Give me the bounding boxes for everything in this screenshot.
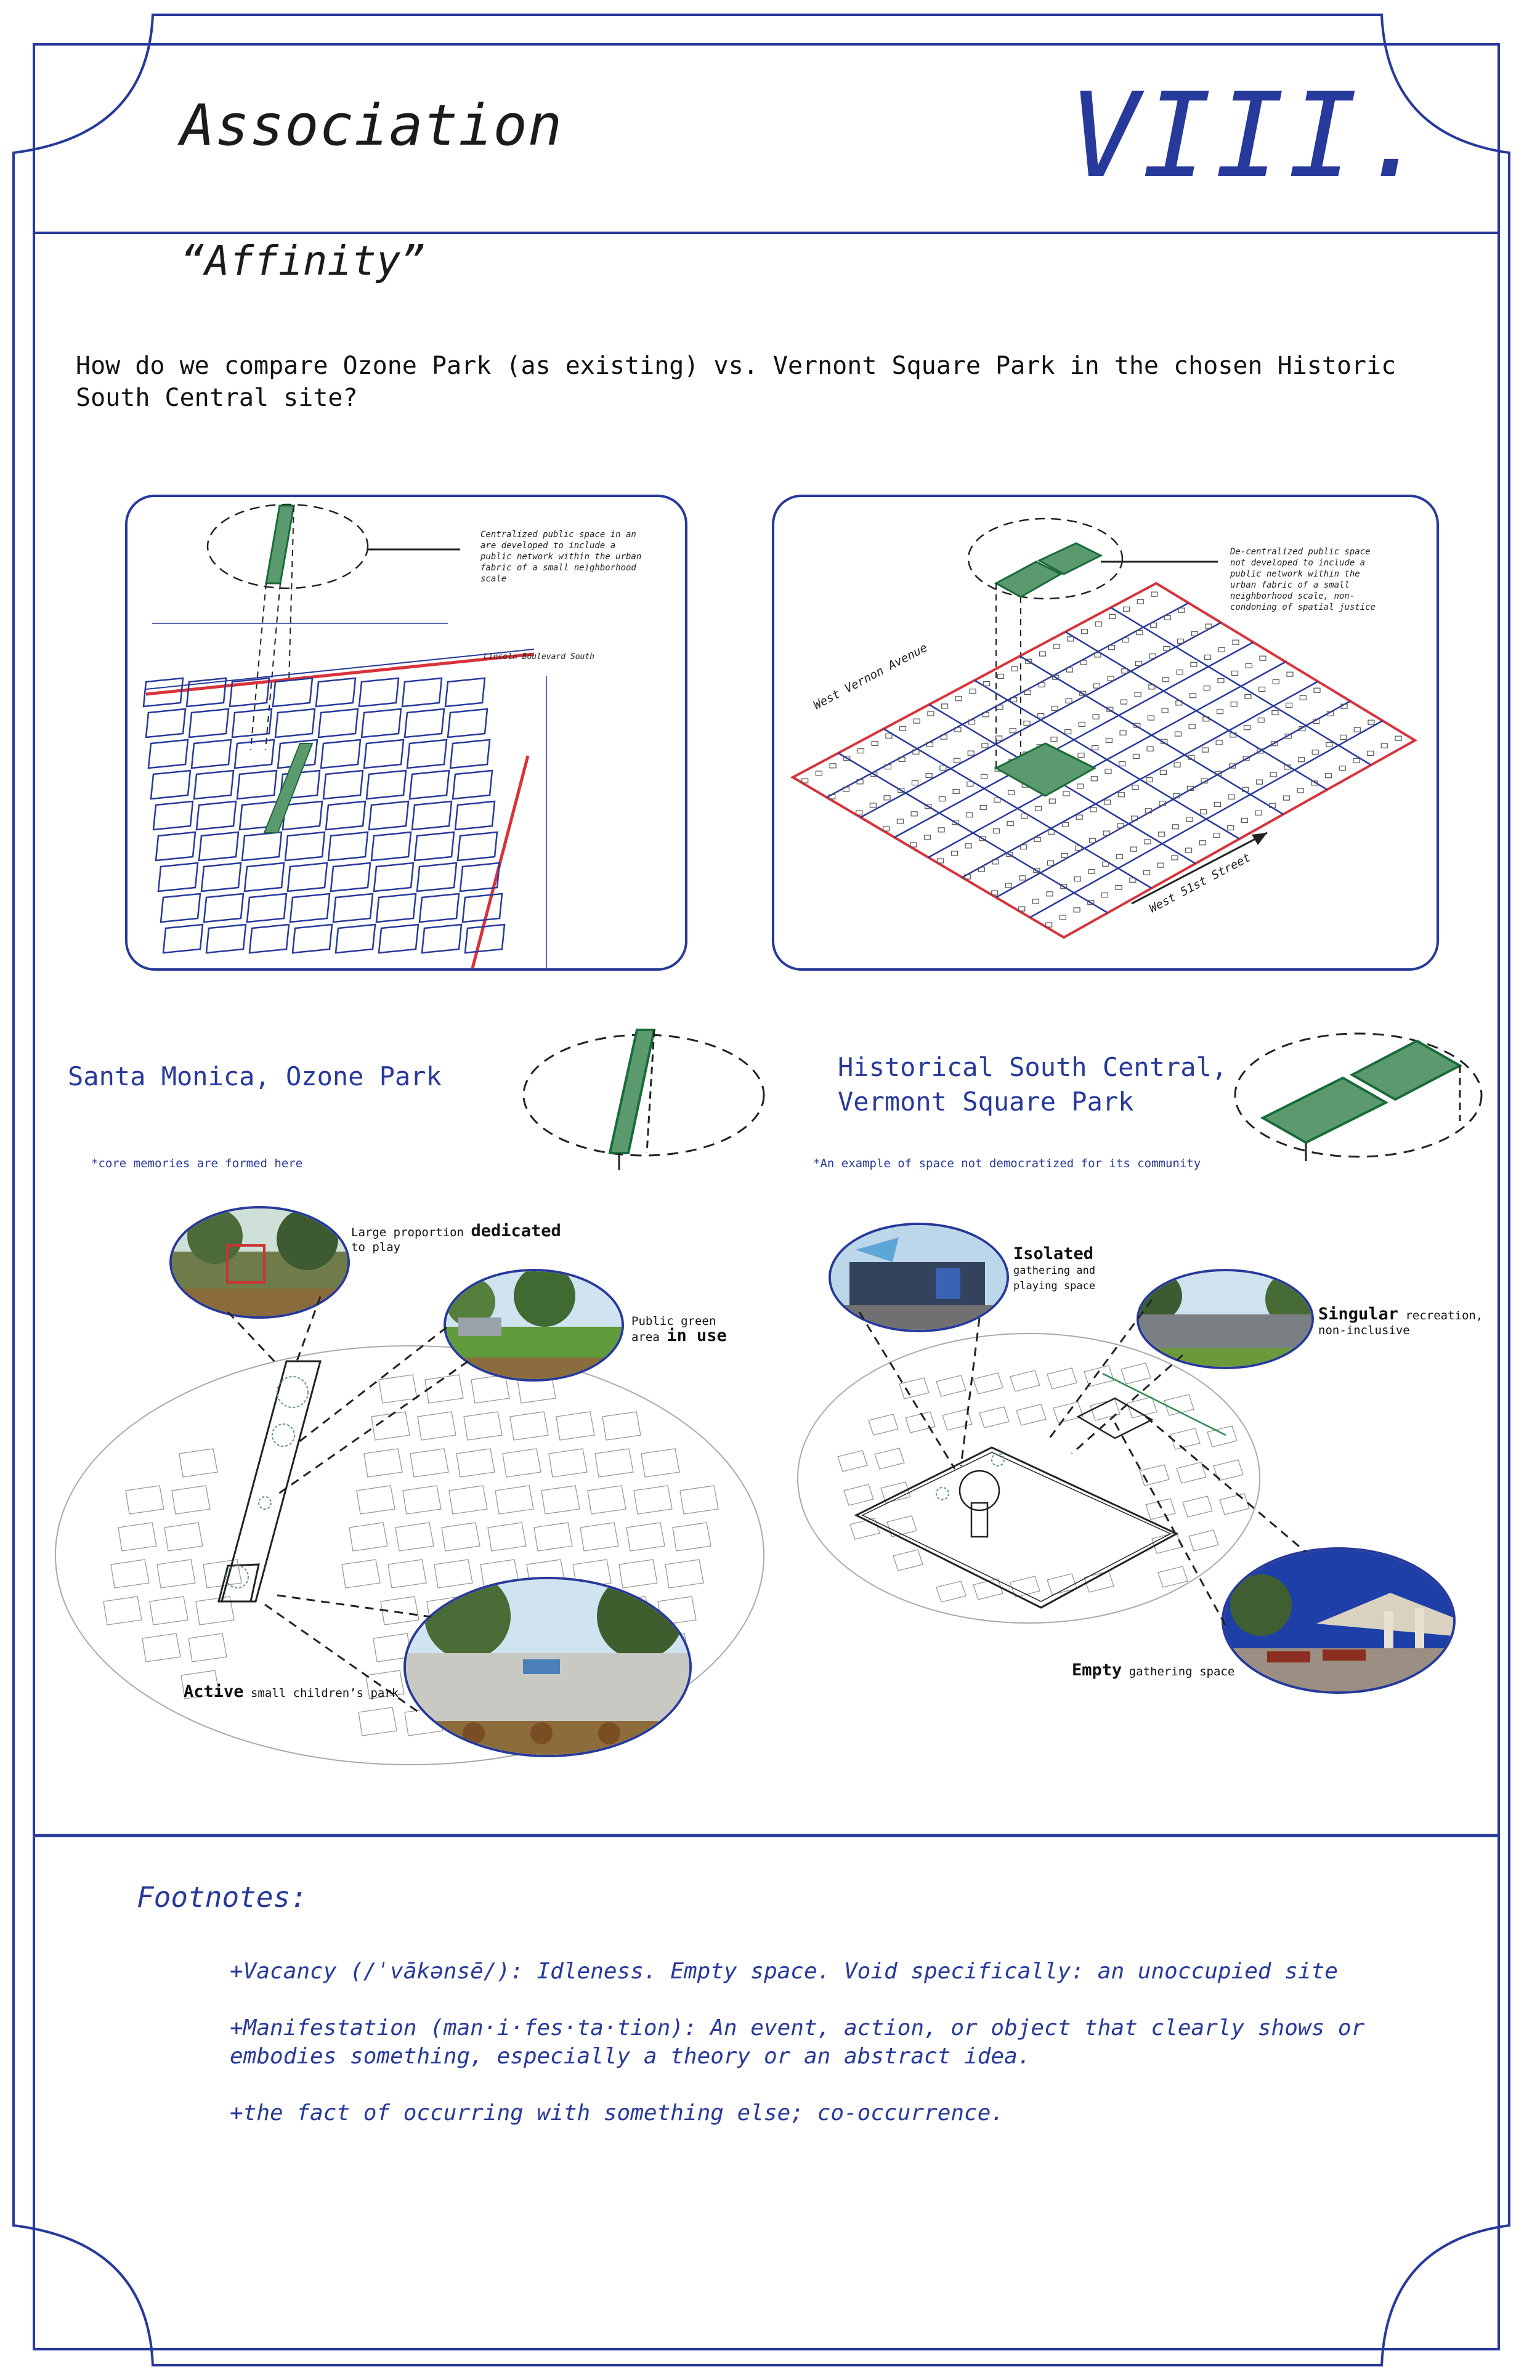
footnotes-heading: Footnotes: xyxy=(137,1880,307,1914)
ozone-green-caption xyxy=(631,1314,748,1345)
ozone-park-note: *core memories are formed here xyxy=(91,1157,303,1170)
vermont-park-note: *An example of space not democratized for its community xyxy=(813,1157,1201,1170)
play-caption-bold: dedicated xyxy=(471,1221,561,1241)
vermont-park-heading xyxy=(838,1050,1227,1119)
vermont-singular-caption xyxy=(1318,1307,1491,1338)
footnote-manifestation: +Manifestation (man·i·fes·ta·tion): An event, action, or object that clearly shows or embodies something, especially a theory or an abstract idea. xyxy=(230,2015,1365,2069)
ozone-map-note: Centralized public space in an are developed to include a public network within the urban fabric of a small neighborhood scale xyxy=(480,530,642,584)
footnote-co-occurrence: +the fact of occurring with something else; co-occurrence. xyxy=(230,2100,1005,2126)
empty-caption-post: gathering space xyxy=(1122,1665,1235,1678)
vermont-empty-caption xyxy=(1072,1663,1234,1679)
singular-caption-post: recreation, non-inclusive xyxy=(1318,1309,1483,1337)
vermont-field-photo xyxy=(1137,1269,1314,1369)
empty-caption-bold: Empty xyxy=(1072,1661,1122,1680)
ozone-active-caption xyxy=(184,1682,399,1701)
ozone-childrens-park-photo xyxy=(403,1577,692,1757)
play-caption-post: to play xyxy=(351,1241,401,1254)
west-51st-street-label: West 51st Street xyxy=(1147,851,1253,916)
active-caption-post: small children’s park xyxy=(243,1686,399,1700)
research-question: How do we compare Ozone Park (as existing) vs. Vernont Square Park in the chosen Historic South Central site? xyxy=(76,352,1396,412)
vermont-heading-line1: Historical South Central, xyxy=(838,1052,1228,1082)
footnote-vacancy: +Vacancy (/ˈvākənsē/): Idleness. Empty space. Void specifically: an unoccupied site xyxy=(230,1959,1338,1984)
page-title: Association xyxy=(180,92,563,158)
play-caption-pre: Large proportion xyxy=(351,1226,471,1239)
isolated-caption-bold: Isolated xyxy=(1013,1244,1094,1263)
vermont-playground-photo xyxy=(829,1223,1009,1332)
ozone-park-heading: Santa Monica, Ozone Park xyxy=(68,1061,442,1091)
section-numeral: VIII. xyxy=(1069,68,1433,204)
vermont-park-icon xyxy=(1232,1022,1485,1164)
page-subtitle: “Affinity” xyxy=(180,237,426,285)
singular-caption-bold: Singular xyxy=(1318,1305,1399,1324)
green-caption-pre: Public green area xyxy=(631,1314,716,1344)
vermont-park-site-diagram xyxy=(795,1330,1263,1626)
vermont-gathering-photo xyxy=(1222,1547,1456,1694)
vermont-heading-line2: Vermont Square Park xyxy=(838,1087,1134,1117)
ozone-play-caption xyxy=(351,1221,573,1255)
vermont-isolated-caption xyxy=(1013,1244,1137,1293)
vermont-map-note: De-centralized public space not developed to include a public network within the urban fabric of a small neighborhood scale, non-condoning of spatial justice xyxy=(1230,547,1376,612)
isolated-caption-post: gathering and playing space xyxy=(1013,1265,1096,1292)
ozone-playground-photo xyxy=(169,1206,350,1319)
ozone-green-area-photo xyxy=(444,1269,624,1382)
west-vernon-avenue-label: West Vernon Avenue xyxy=(811,641,930,713)
active-caption-bold: Active xyxy=(184,1682,244,1701)
green-caption-bold: in use xyxy=(667,1326,727,1345)
lincoln-blvd-label: Lincoln Boulevard South xyxy=(484,652,595,662)
